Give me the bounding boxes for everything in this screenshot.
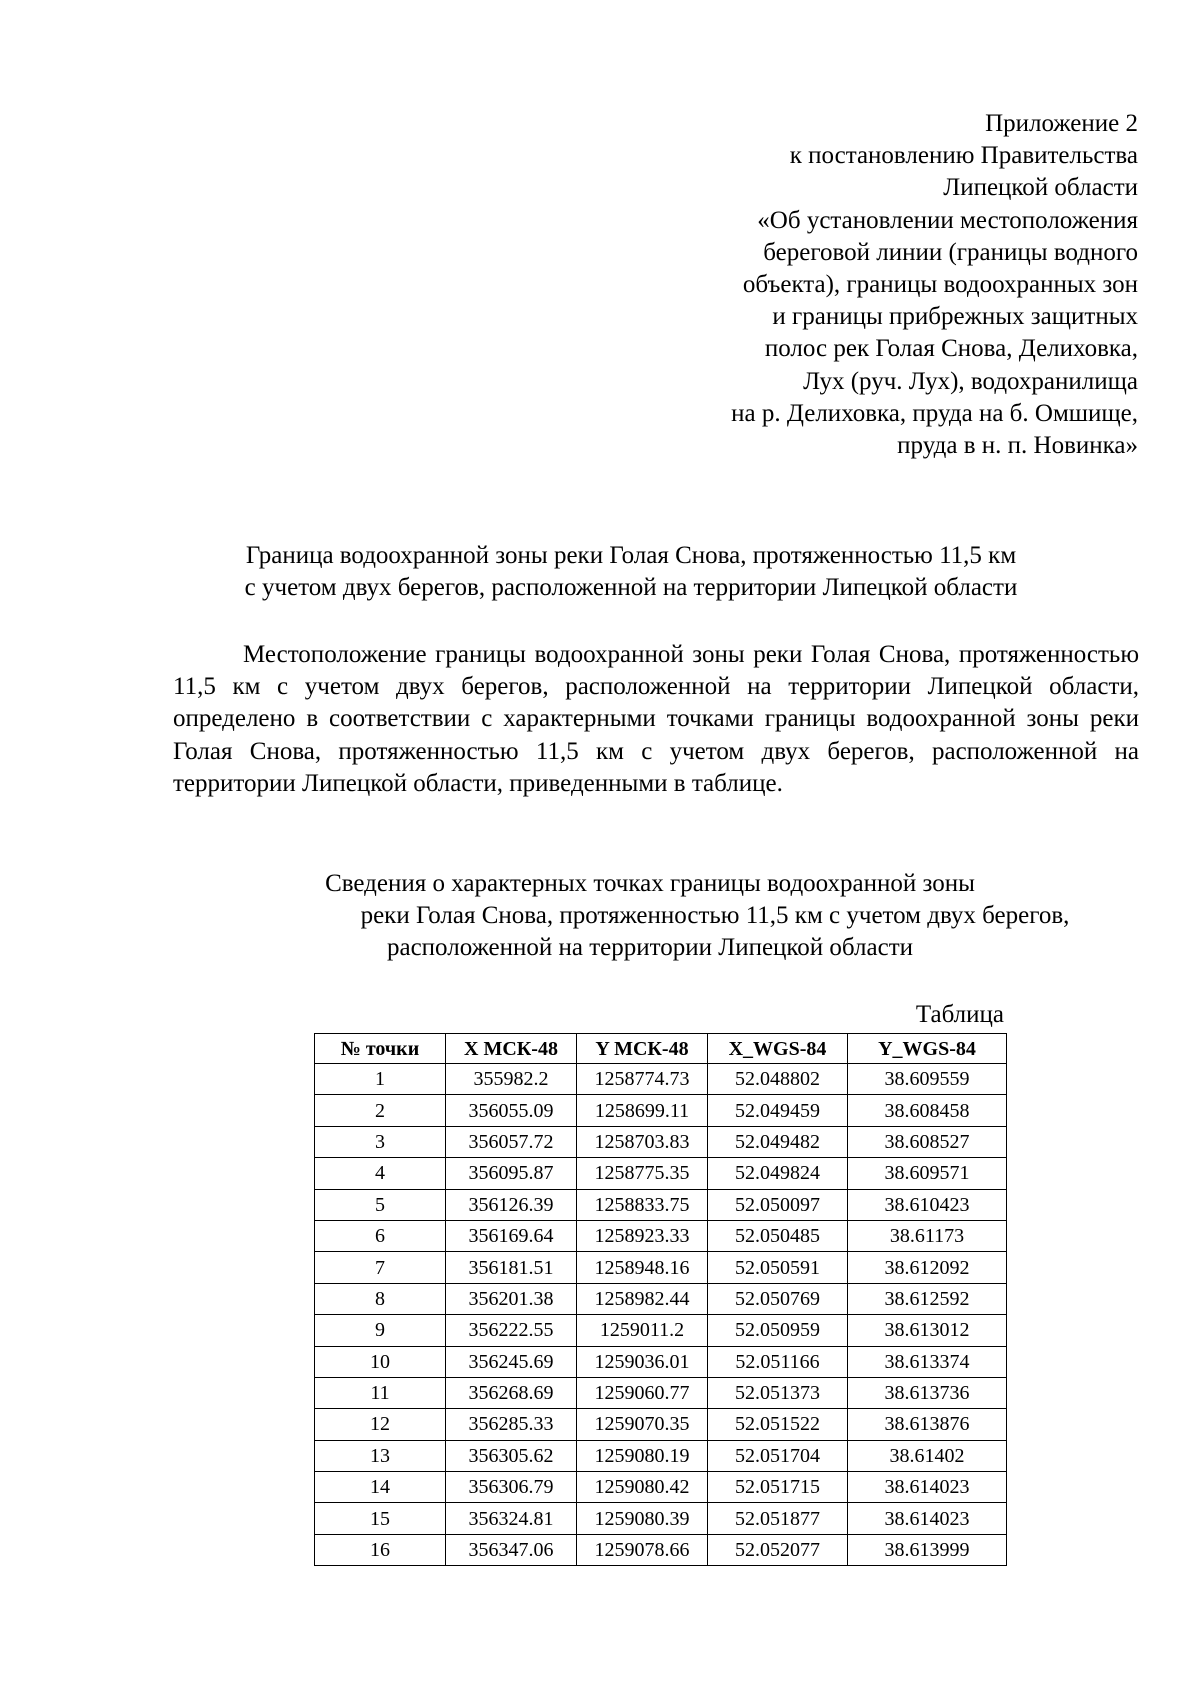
table-title-line: реки Голая Снова, протяженностью 11,5 км с учетом двух берегов,: [360, 902, 1070, 929]
cell-x-msk: 355982.2: [446, 1064, 577, 1095]
cell-x-wgs: 52.051373: [708, 1377, 848, 1408]
appendix-line: полос рек Голая Снова, Делиховка,: [764, 335, 1138, 363]
cell-y-msk: 1259036.01: [577, 1346, 708, 1377]
cell-y-wgs: 38.614023: [848, 1503, 1007, 1534]
cell-y-msk: 1258775.35: [577, 1158, 708, 1189]
table-row: [315, 1534, 1007, 1565]
table-row: [315, 1409, 1007, 1440]
table-title: [0, 868, 1200, 964]
cell-point-number: 6: [315, 1220, 446, 1251]
column-header-point-number: № точки: [315, 1034, 446, 1064]
appendix-line: Приложение 2: [985, 110, 1138, 137]
cell-x-msk: 356169.64: [446, 1220, 577, 1251]
cell-point-number: 5: [315, 1189, 446, 1220]
cell-point-number: 4: [315, 1158, 446, 1189]
cell-y-wgs: 38.613736: [848, 1377, 1007, 1408]
cell-x-wgs: 52.050769: [708, 1283, 848, 1314]
cell-y-wgs: 38.610423: [848, 1189, 1007, 1220]
cell-x-wgs: 52.051522: [708, 1409, 848, 1440]
cell-point-number: 10: [315, 1346, 446, 1377]
cell-y-wgs: 38.608458: [848, 1095, 1007, 1126]
cell-y-wgs: 38.613999: [848, 1534, 1007, 1565]
cell-x-msk: 356095.87: [446, 1158, 577, 1189]
cell-x-wgs: 52.049482: [708, 1126, 848, 1157]
table-row: [315, 1064, 1007, 1095]
cell-x-msk: 356126.39: [446, 1189, 577, 1220]
cell-x-wgs: 52.051166: [708, 1346, 848, 1377]
cell-y-msk: 1258982.44: [577, 1283, 708, 1314]
table-row: [315, 1377, 1007, 1408]
cell-y-msk: 1258833.75: [577, 1189, 708, 1220]
table-row: [315, 1252, 1007, 1283]
document-title-line: Граница водоохранной зоны реки Голая Снова, протяженностью 11,5 км: [245, 542, 1017, 569]
cell-x-msk: 356245.69: [446, 1346, 577, 1377]
cell-point-number: 12: [315, 1409, 446, 1440]
column-header-x-wgs: X_WGS-84: [708, 1034, 848, 1064]
cell-x-msk: 356347.06: [446, 1534, 577, 1565]
appendix-line: «Об установлении местоположения: [757, 206, 1138, 234]
cell-x-wgs: 52.051704: [708, 1440, 848, 1471]
cell-x-msk: 356201.38: [446, 1283, 577, 1314]
cell-point-number: 1: [315, 1064, 446, 1095]
cell-y-msk: 1258774.73: [577, 1064, 708, 1095]
cell-x-wgs: 52.052077: [708, 1534, 848, 1565]
cell-y-msk: 1259080.42: [577, 1472, 708, 1503]
cell-x-msk: 356324.81: [446, 1503, 577, 1534]
cell-y-msk: 1258948.16: [577, 1252, 708, 1283]
cell-y-msk: 1259060.77: [577, 1377, 708, 1408]
column-header-y-wgs: Y_WGS-84: [848, 1034, 1007, 1064]
cell-x-wgs: 52.050591: [708, 1252, 848, 1283]
appendix-line: пруда в н. п. Новинка»: [897, 432, 1138, 460]
appendix-line: Липецкой области: [943, 174, 1138, 202]
table-label: Таблица: [915, 1001, 1004, 1028]
points-table: [314, 1033, 1007, 1566]
cell-point-number: 2: [315, 1095, 446, 1126]
cell-y-wgs: 38.613374: [848, 1346, 1007, 1377]
cell-x-msk: 356181.51: [446, 1252, 577, 1283]
cell-y-wgs: 38.609571: [848, 1158, 1007, 1189]
cell-point-number: 16: [315, 1534, 446, 1565]
appendix-header: [498, 108, 1138, 462]
cell-point-number: 15: [315, 1503, 446, 1534]
cell-y-msk: 1259078.66: [577, 1534, 708, 1565]
appendix-line: на р. Делиховка, пруда на б. Омшище,: [731, 399, 1138, 427]
appendix-line: Лух (руч. Лух), водохранилища: [803, 367, 1138, 395]
table-title-line: расположенной на территории Липецкой области: [386, 934, 913, 961]
cell-point-number: 14: [315, 1472, 446, 1503]
cell-point-number: 11: [315, 1377, 446, 1408]
table-row: [315, 1126, 1007, 1157]
cell-y-wgs: 38.612592: [848, 1283, 1007, 1314]
appendix-line: объекта), границы водоохранных зон: [742, 271, 1138, 299]
table-row: [315, 1283, 1007, 1314]
cell-y-msk: 1259011.2: [577, 1315, 708, 1346]
cell-y-wgs: 38.608527: [848, 1126, 1007, 1157]
cell-point-number: 9: [315, 1315, 446, 1346]
cell-point-number: 13: [315, 1440, 446, 1471]
cell-y-wgs: 38.614023: [848, 1472, 1007, 1503]
cell-x-msk: 356305.62: [446, 1440, 577, 1471]
appendix-line: и границы прибрежных защитных: [772, 303, 1138, 331]
cell-x-wgs: 52.048802: [708, 1064, 848, 1095]
cell-x-wgs: 52.049824: [708, 1158, 848, 1189]
cell-point-number: 8: [315, 1283, 446, 1314]
cell-x-wgs: 52.051877: [708, 1503, 848, 1534]
cell-y-msk: 1259080.19: [577, 1440, 708, 1471]
table-header-row: [315, 1034, 1007, 1064]
column-header-y-msk: Y МСК-48: [577, 1034, 708, 1064]
appendix-line: береговой линии (границы водного: [763, 238, 1138, 266]
table-row: [315, 1158, 1007, 1189]
cell-y-wgs: 38.613012: [848, 1315, 1007, 1346]
cell-x-msk: 356057.72: [446, 1126, 577, 1157]
column-header-x-msk: X МСК-48: [446, 1034, 577, 1064]
cell-point-number: 3: [315, 1126, 446, 1157]
appendix-line: к постановлению Правительства: [789, 142, 1138, 170]
body-paragraph: Местоположение границы водоохранной зоны реки Голая Снова, протяженностью 11,5 км с учетом двух берегов, расположенной на территории Липецкой области, определено в соответствии с характерными точками границы водоохранной зоны реки Голая Снова, протяженностью 11,5 км с учетом двух берегов, расположенной на территории Липецкой области, приведенными в таблице.: [173, 641, 1139, 797]
table-title-line: Сведения о характерных точках границы водоохранной зоны: [325, 870, 975, 897]
table-row: [315, 1095, 1007, 1126]
cell-y-wgs: 38.61402: [848, 1440, 1007, 1471]
cell-y-wgs: 38.609559: [848, 1064, 1007, 1095]
cell-point-number: 7: [315, 1252, 446, 1283]
cell-y-msk: 1259070.35: [577, 1409, 708, 1440]
cell-y-msk: 1258703.83: [577, 1126, 708, 1157]
table-row: [315, 1440, 1007, 1471]
table-body: [315, 1064, 1007, 1566]
table-row: [315, 1503, 1007, 1534]
cell-x-wgs: 52.050959: [708, 1315, 848, 1346]
cell-y-msk: 1258699.11: [577, 1095, 708, 1126]
cell-x-wgs: 52.049459: [708, 1095, 848, 1126]
table-row: [315, 1472, 1007, 1503]
cell-y-wgs: 38.612092: [848, 1252, 1007, 1283]
cell-y-wgs: 38.613876: [848, 1409, 1007, 1440]
cell-y-msk: 1258923.33: [577, 1220, 708, 1251]
cell-y-wgs: 38.61173: [848, 1220, 1007, 1251]
cell-x-wgs: 52.050097: [708, 1189, 848, 1220]
cell-x-msk: 356268.69: [446, 1377, 577, 1408]
table-row: [315, 1220, 1007, 1251]
cell-x-msk: 356285.33: [446, 1409, 577, 1440]
cell-x-msk: 356222.55: [446, 1315, 577, 1346]
cell-x-wgs: 52.051715: [708, 1472, 848, 1503]
table-row: [315, 1189, 1007, 1220]
cell-y-msk: 1259080.39: [577, 1503, 708, 1534]
cell-x-msk: 356055.09: [446, 1095, 577, 1126]
table-row: [315, 1315, 1007, 1346]
document-title: [0, 540, 1200, 604]
cell-x-msk: 356306.79: [446, 1472, 577, 1503]
table-row: [315, 1346, 1007, 1377]
document-title-line: с учетом двух берегов, расположенной на территории Липецкой области: [244, 574, 1018, 601]
cell-x-wgs: 52.050485: [708, 1220, 848, 1251]
